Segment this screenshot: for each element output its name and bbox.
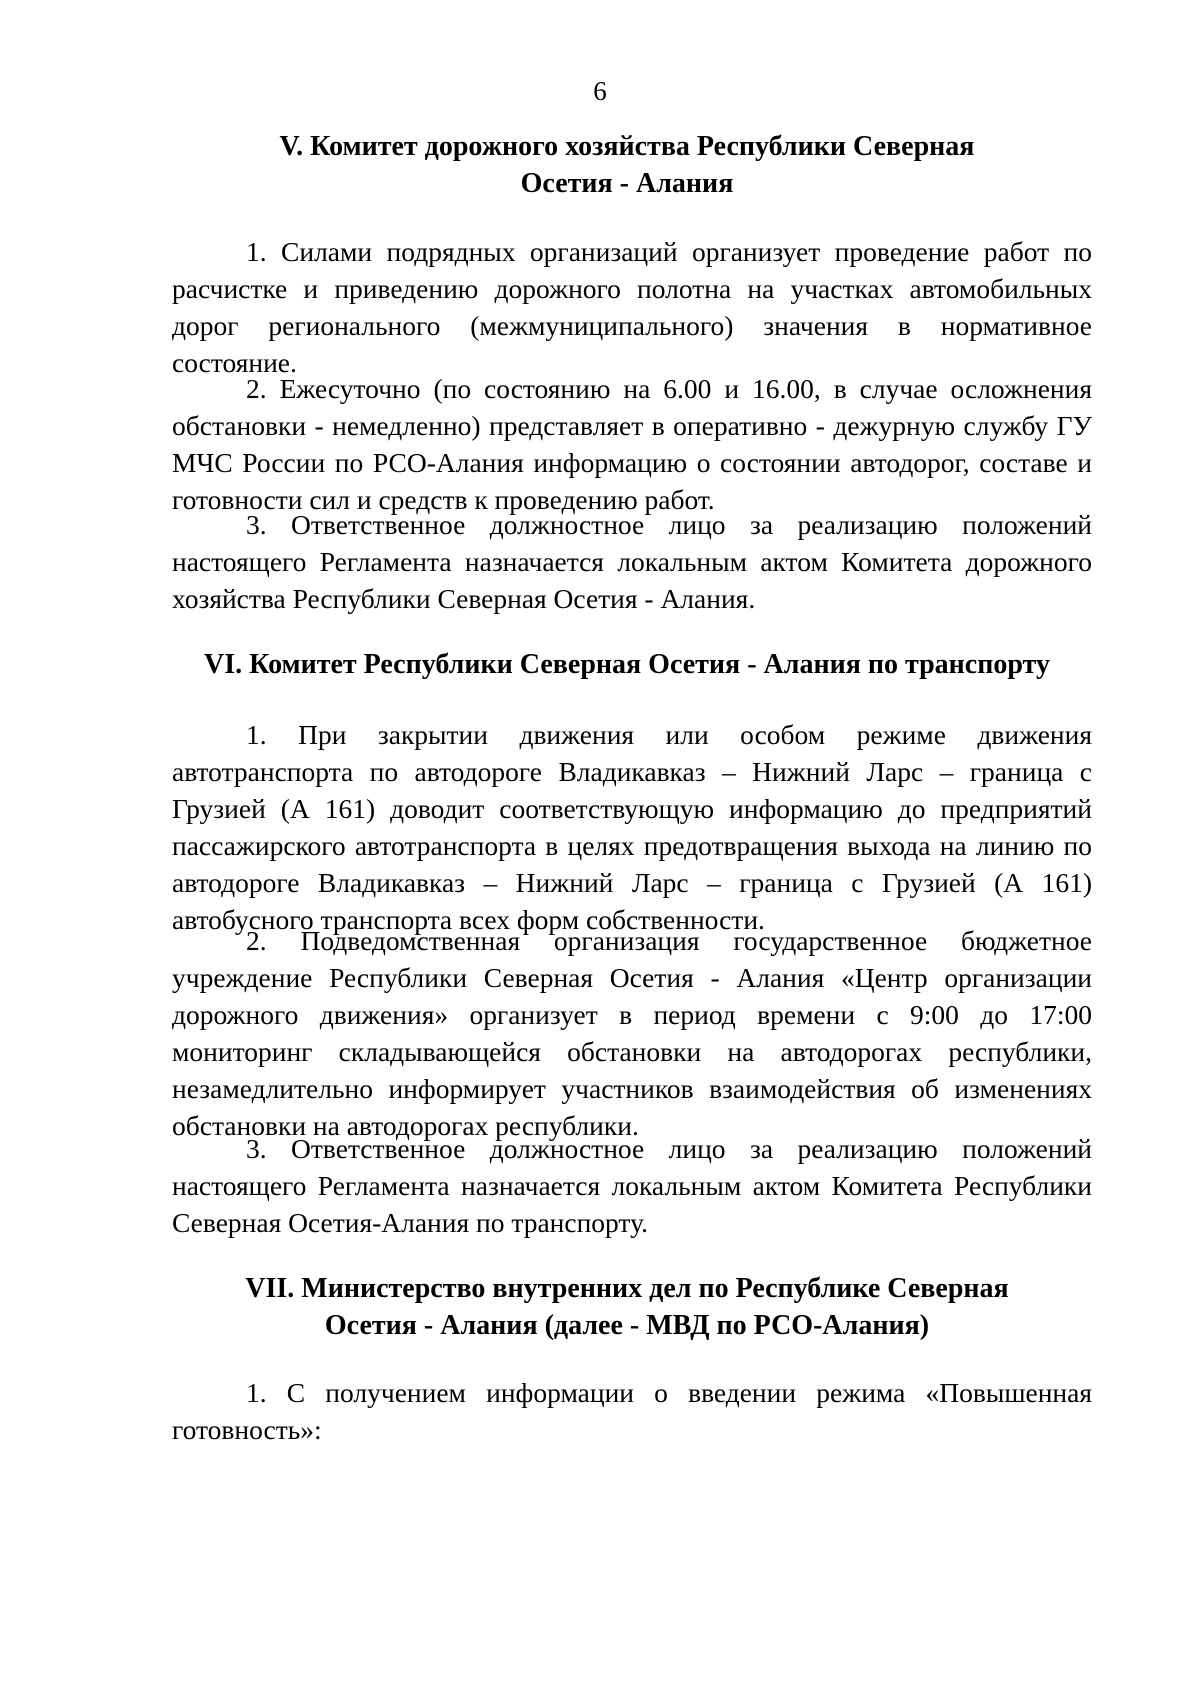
- section-5-heading-line-1: V. Комитет дорожного хозяйства Республики Северная: [279, 131, 975, 162]
- section-5-paragraph-3: 3. Ответственное должностное лицо за реализацию положений настоящего Регламента назначается локальным актом Комитета дорожного хозяйства Республики Северная Осетия - Алания.: [172, 509, 1092, 614]
- section-7-heading-line-1: VII. Министерство внутренних дел по Республике Северная: [245, 1273, 1009, 1304]
- section-6-paragraph-3: 3. Ответственное должностное лицо за реализацию положений настоящего Регламента назначается локальным актом Комитета Республики Северная Осетия-Алания по транспорту.: [172, 1133, 1092, 1238]
- section-7-heading: [160, 1270, 1094, 1344]
- section-5-heading-line-2: Осетия - Алания: [520, 168, 734, 199]
- section-7-paragraph-1: 1. С получением информации о введении режима «Повышенная готовность»:: [172, 1377, 1092, 1445]
- page-number: 6: [593, 76, 607, 106]
- section-7-heading-line-2: Осетия - Алания (далее - МВД по РСО-Алания): [324, 1310, 930, 1341]
- section-6-paragraph-1: 1. При закрытии движения или особом режиме движения автотранспорта по автодороге Владикавказ – Нижний Ларс – граница с Грузией (А 161) доводит соответствующую информацию до предприятий пассажирского автотранспорта в целях предотвращения выхода на линию по автодороге Владикавказ – Нижний Ларс – граница с Грузией (А 161) автобусного транспорта всех форм собственности.: [172, 719, 1092, 935]
- section-5-paragraph-1: 1. Силами подрядных организаций организует проведение работ по расчистке и приведению дорожного полотна на участках автомобильных дорог регионального (межмуниципального) значения в нормативное состояние.: [172, 236, 1092, 378]
- section-5-paragraph-2: 2. Ежесуточно (по состоянию на 6.00 и 16.00, в случае осложнения обстановки - немедленно) представляет в оперативно - дежурную службу ГУ МЧС России по РСО-Алания информацию о состоянии автодорог, составе и готовности сил и средств к проведению работ.: [172, 373, 1092, 515]
- section-6-paragraph-2: 2. Подведомственная организация государственное бюджетное учреждение Республики Северная Осетия - Алания «Центр организации дорожного движения» организует в период времени с 9:00 до 17:00 мониторинг складывающейся обстановки на автодорогах республики, незамедлительно информирует участников взаимодействия об изменениях обстановки на автодорогах республики.: [172, 925, 1092, 1141]
- section-6-heading-line-1: VI. Комитет Республики Северная Осетия - Алания по транспорту: [204, 649, 1050, 680]
- section-5-heading: [160, 128, 1094, 202]
- section-6-heading: [160, 646, 1094, 683]
